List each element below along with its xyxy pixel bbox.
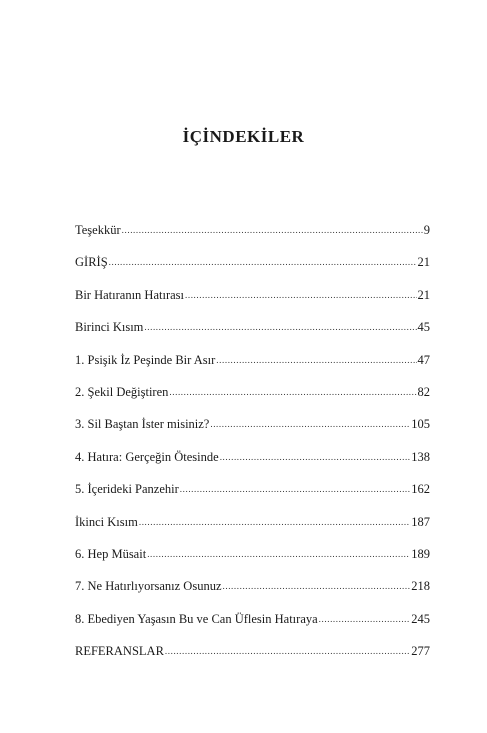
dot-leader <box>180 479 410 499</box>
dot-leader <box>169 382 416 402</box>
toc-entry-referanslar <box>75 641 430 673</box>
toc-entry-birinci-kisim <box>75 317 430 349</box>
toc-entry-page: 245 <box>411 611 430 626</box>
dot-leader <box>122 220 423 240</box>
dot-leader <box>216 350 416 370</box>
toc-list <box>75 220 430 673</box>
toc-entry-label: 2. Şekil Değiştiren <box>75 384 169 399</box>
toc-entry-page: 45 <box>417 320 430 335</box>
dot-leader <box>144 317 416 337</box>
toc-entry-label: REFERANSLAR <box>75 644 164 659</box>
toc-entry-chapter-8 <box>75 609 430 641</box>
toc-entry-chapter-3 <box>75 414 430 446</box>
toc-entry-label: 5. İçerideki Panzehir <box>75 482 179 497</box>
toc-entry-label: Bir Hatıranın Hatırası <box>75 287 184 302</box>
toc-entry-page: 162 <box>411 482 430 497</box>
dot-leader <box>220 447 411 467</box>
dot-leader <box>109 252 417 272</box>
dot-leader <box>223 576 411 596</box>
toc-entry-label: GİRİŞ <box>75 255 108 270</box>
dot-leader <box>319 609 411 629</box>
toc-entry-chapter-7 <box>75 576 430 608</box>
toc-title: İÇİNDEKİLER <box>182 127 305 146</box>
toc-entry-tesekkur <box>75 220 430 252</box>
dot-leader <box>139 512 410 532</box>
toc-entry-page: 21 <box>417 255 430 270</box>
toc-entry-page: 21 <box>417 287 430 302</box>
toc-entry-label: 1. Psişik İz Peşinde Bir Asır <box>75 352 216 367</box>
toc-entry-page: 277 <box>411 644 430 659</box>
toc-entry-label: 3. Sil Baştan İster misiniz? <box>75 417 210 432</box>
toc-entry-label: Teşekkür <box>75 223 121 237</box>
toc-entry-page: 189 <box>411 546 430 561</box>
toc-entry-chapter-1 <box>75 350 430 382</box>
toc-entry-page: 47 <box>417 352 430 367</box>
toc-entry-label: Birinci Kısım <box>75 320 144 335</box>
toc-entry-page: 82 <box>417 384 430 399</box>
toc-entry-page: 218 <box>411 579 430 594</box>
dot-leader <box>210 414 410 434</box>
toc-entry-giris <box>75 252 430 284</box>
toc-entry-page: 9 <box>423 223 430 237</box>
toc-entry-page: 105 <box>411 417 430 432</box>
toc-entry-label: 8. Ebediyen Yaşasın Bu ve Can Üflesin Hatıraya <box>75 611 318 626</box>
toc-entry-chapter-2 <box>75 382 430 414</box>
dot-leader <box>185 285 417 305</box>
toc-entry-label: 7. Ne Hatırlıyorsanız Osunuz <box>75 579 222 594</box>
toc-entry-label: 4. Hatıra: Gerçeğin Ötesinde <box>75 449 219 464</box>
toc-entry-chapter-5 <box>75 479 430 511</box>
toc-entry-label: 6. Hep Müsait <box>75 546 147 561</box>
dot-leader <box>147 544 410 564</box>
toc-entry-page: 187 <box>411 514 430 529</box>
dot-leader <box>165 641 410 661</box>
toc-entry-page: 138 <box>411 449 430 464</box>
toc-entry-ikinci-kisim <box>75 512 430 544</box>
toc-entry-chapter-6 <box>75 544 430 576</box>
toc-entry-label: İkinci Kısım <box>75 514 138 529</box>
toc-entry-bir-hatiranin-hatirasi <box>75 285 430 317</box>
toc-entry-chapter-4 <box>75 447 430 479</box>
